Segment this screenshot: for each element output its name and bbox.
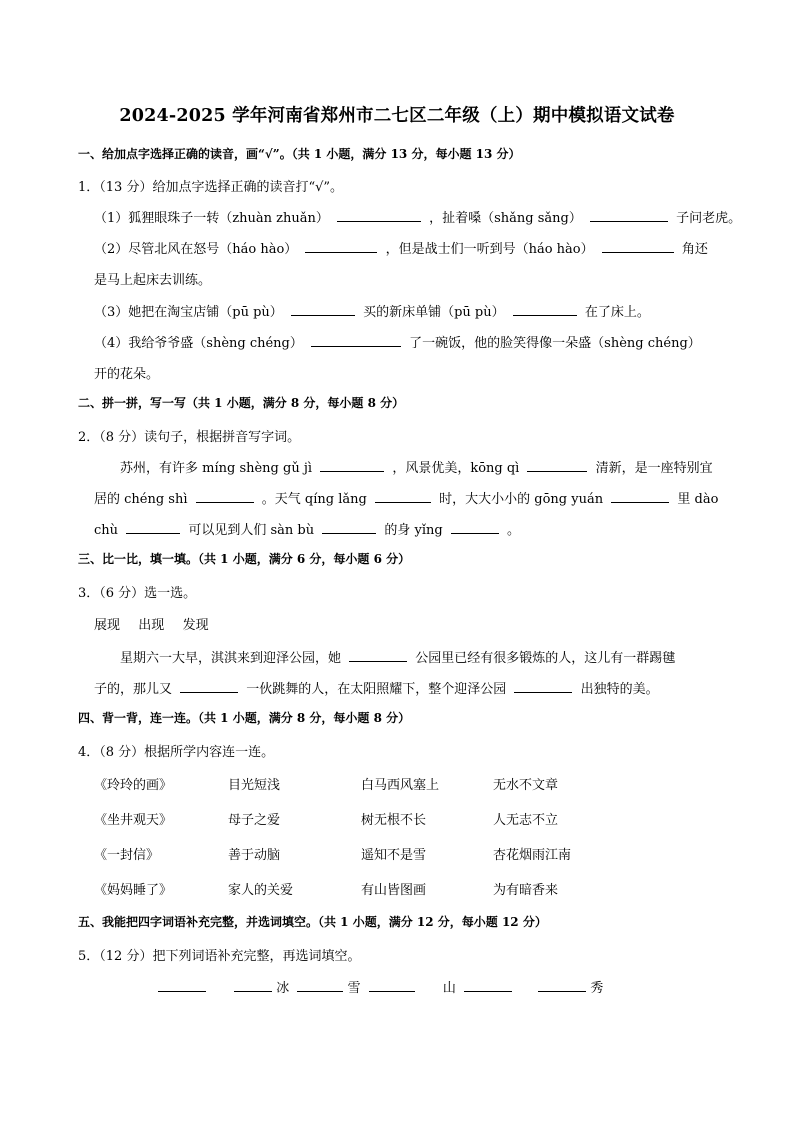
- q2-blank-2[interactable]: [527, 459, 587, 472]
- q4-cell[interactable]: 母子之爱: [228, 813, 281, 828]
- q2-line-1: [120, 457, 713, 476]
- q5-blank-3[interactable]: [297, 979, 343, 992]
- q3-word-bank: [94, 614, 209, 633]
- q4-cell[interactable]: 善于动脑: [228, 848, 281, 863]
- q2-text-g: 里 dào: [677, 492, 719, 507]
- q3-blank-2[interactable]: [180, 680, 238, 693]
- q2-line-2: [94, 488, 718, 507]
- q2-text-a: 苏州，有许多 míng shèng gǔ jì: [120, 461, 313, 476]
- q5-char-4: 秀: [590, 981, 604, 996]
- question-3: 3．（6 分）选一选。: [78, 586, 197, 601]
- q1-line-4b: 开的花朵。: [94, 367, 160, 382]
- question-1: 1．（13 分）给加点字选择正确的读音打“√”。: [78, 180, 344, 195]
- q4-cell[interactable]: 《坐井观天》: [94, 813, 173, 828]
- q5-blank-1[interactable]: [158, 979, 206, 992]
- page-title: 2024-2025 学年河南省郑州市二七区二年级（上）期中模拟语文试卷: [119, 106, 675, 126]
- q5-blank-2[interactable]: [234, 979, 272, 992]
- q4-cell[interactable]: 白马西风塞上: [361, 778, 440, 793]
- q5-idiom-line: [158, 977, 603, 996]
- q5-blank-5[interactable]: [464, 979, 512, 992]
- section-4-header: 四、背一背，连一连。（共 1 小题，满分 8 分，每小题 8 分）: [78, 711, 411, 725]
- q4-cell[interactable]: 有山皆图画: [361, 883, 427, 898]
- q3-blank-3[interactable]: [514, 680, 572, 693]
- question-4: 4．（8 分）根据所学内容连一连。: [78, 745, 275, 760]
- q4-cell[interactable]: 人无志不立: [493, 813, 559, 828]
- q2-text-b: ，风景优美，kōng qì: [392, 461, 520, 476]
- q1-line-2b: 是马上起床去训练。: [94, 273, 212, 288]
- q2-line-3: [94, 519, 520, 538]
- q1-2-blank-2[interactable]: [602, 240, 674, 253]
- q1-2-text-c: 角还: [681, 242, 708, 257]
- q1-line-1: [94, 207, 741, 226]
- q1-1-text-c: 子问老虎。: [676, 211, 742, 226]
- q4-cell[interactable]: 为有暗香来: [493, 883, 559, 898]
- section-1-header: 一、给加点字选择正确的读音，画“√”。（共 1 小题，满分 13 分，每小题 13 分）: [78, 147, 521, 161]
- q2-blank-5[interactable]: [611, 490, 669, 503]
- q4-cell[interactable]: 树无根不长: [361, 813, 427, 828]
- q2-text-k: 。: [506, 523, 520, 538]
- q2-text-c: 清新，是一座特别宜: [595, 461, 713, 476]
- q2-blank-4[interactable]: [375, 490, 431, 503]
- q1-line-3: [94, 301, 650, 320]
- q5-blank-4[interactable]: [369, 979, 415, 992]
- q1-3-text-b: 买的新床单铺（pū pù）: [363, 305, 505, 320]
- q4-cell[interactable]: 家人的关爱: [228, 883, 294, 898]
- section-5-header: 五、我能把四字词语补充完整，并选词填空。（共 1 小题，满分 12 分，每小题 12 分）: [78, 915, 547, 929]
- q1-1-blank-1[interactable]: [337, 209, 421, 222]
- q3-blank-1[interactable]: [349, 649, 407, 662]
- q3-word-1: 展现: [94, 618, 121, 633]
- q2-blank-8[interactable]: [451, 521, 499, 534]
- q1-3-blank-1[interactable]: [291, 303, 355, 316]
- q3-word-3: 发现: [182, 618, 209, 633]
- q1-2-text-b: ，但是战士们一听到号（háo hào）: [385, 242, 594, 257]
- q3-word-2: 出现: [138, 618, 165, 633]
- q4-cell[interactable]: 《妈妈睡了》: [94, 883, 173, 898]
- q3-text-e: 出独特的美。: [580, 682, 659, 697]
- q4-cell[interactable]: 《一封信》: [94, 848, 160, 863]
- q4-cell[interactable]: 目光短浅: [228, 778, 281, 793]
- q5-char-2: 雪: [347, 981, 361, 996]
- q1-line-2: [94, 238, 708, 257]
- q2-text-i: 可以见到人们 sàn bù: [188, 523, 315, 538]
- q1-3-text-a: （3）她把在淘宝店铺（pū pù）: [94, 305, 283, 320]
- q2-blank-1[interactable]: [320, 459, 384, 472]
- q1-3-blank-2[interactable]: [513, 303, 577, 316]
- q3-text-c: 子的，那儿又: [94, 682, 173, 697]
- q1-2-text-a: （2）尽管北风在怒号（háo hào）: [94, 242, 298, 257]
- q3-line-2: [94, 678, 659, 697]
- q5-char-1: 冰: [276, 981, 290, 996]
- q2-blank-3[interactable]: [196, 490, 254, 503]
- q4-cell[interactable]: 《玲玲的画》: [94, 778, 173, 793]
- q2-text-j: 的身 yǐng: [384, 523, 443, 538]
- section-2-header: 二、拼一拼，写一写（共 1 小题，满分 8 分，每小题 8 分）: [78, 396, 405, 410]
- question-5: 5．（12 分）把下列词语补充完整，再选词填空。: [78, 949, 361, 964]
- q5-blank-6[interactable]: [538, 979, 586, 992]
- q1-4-blank-1[interactable]: [311, 334, 401, 347]
- q2-text-h: chù: [94, 523, 119, 538]
- q3-text-b: 公园里已经有很多锻炼的人，这儿有一群踢毽: [415, 651, 676, 666]
- q4-cell[interactable]: 遥知不是雪: [361, 848, 427, 863]
- q1-4-text-b: 了一碗饭，他的脸笑得像一朵盛（shèng chéng）: [409, 336, 701, 351]
- q1-3-text-c: 在了床上。: [584, 305, 650, 320]
- q3-text-a: 星期六一大早，淇淇来到迎泽公园，她: [120, 651, 342, 666]
- q2-blank-7[interactable]: [322, 521, 376, 534]
- q3-line-1: [120, 647, 675, 666]
- q4-cell[interactable]: 杏花烟雨江南: [493, 848, 572, 863]
- q1-1-text-b: ，扯着嗓（shǎng sǎng）: [429, 211, 582, 226]
- q2-text-e: 。天气 qíng lǎng: [261, 492, 367, 507]
- q1-1-blank-2[interactable]: [590, 209, 668, 222]
- q5-char-3: 山: [442, 981, 456, 996]
- q2-text-f: 时，大大小小的 gōng yuán: [439, 492, 604, 507]
- q2-text-d: 居的 chéng shì: [94, 492, 188, 507]
- question-2: 2．（8 分）读句子，根据拼音写字词。: [78, 430, 301, 445]
- q1-4-text-a: （4）我给爷爷盛（shèng chéng）: [94, 336, 303, 351]
- q2-blank-6[interactable]: [126, 521, 180, 534]
- q1-2-blank-1[interactable]: [305, 240, 377, 253]
- section-3-header: 三、比一比，填一填。（共 1 小题，满分 6 分，每小题 6 分）: [78, 552, 411, 566]
- q1-line-4: [94, 332, 701, 351]
- q1-1-text-a: （1）狐狸眼珠子一转（zhuàn zhuǎn）: [94, 211, 329, 226]
- q4-cell[interactable]: 无水不文章: [493, 778, 559, 793]
- q3-text-d: 一伙跳舞的人，在太阳照耀下，整个迎泽公园: [246, 682, 507, 697]
